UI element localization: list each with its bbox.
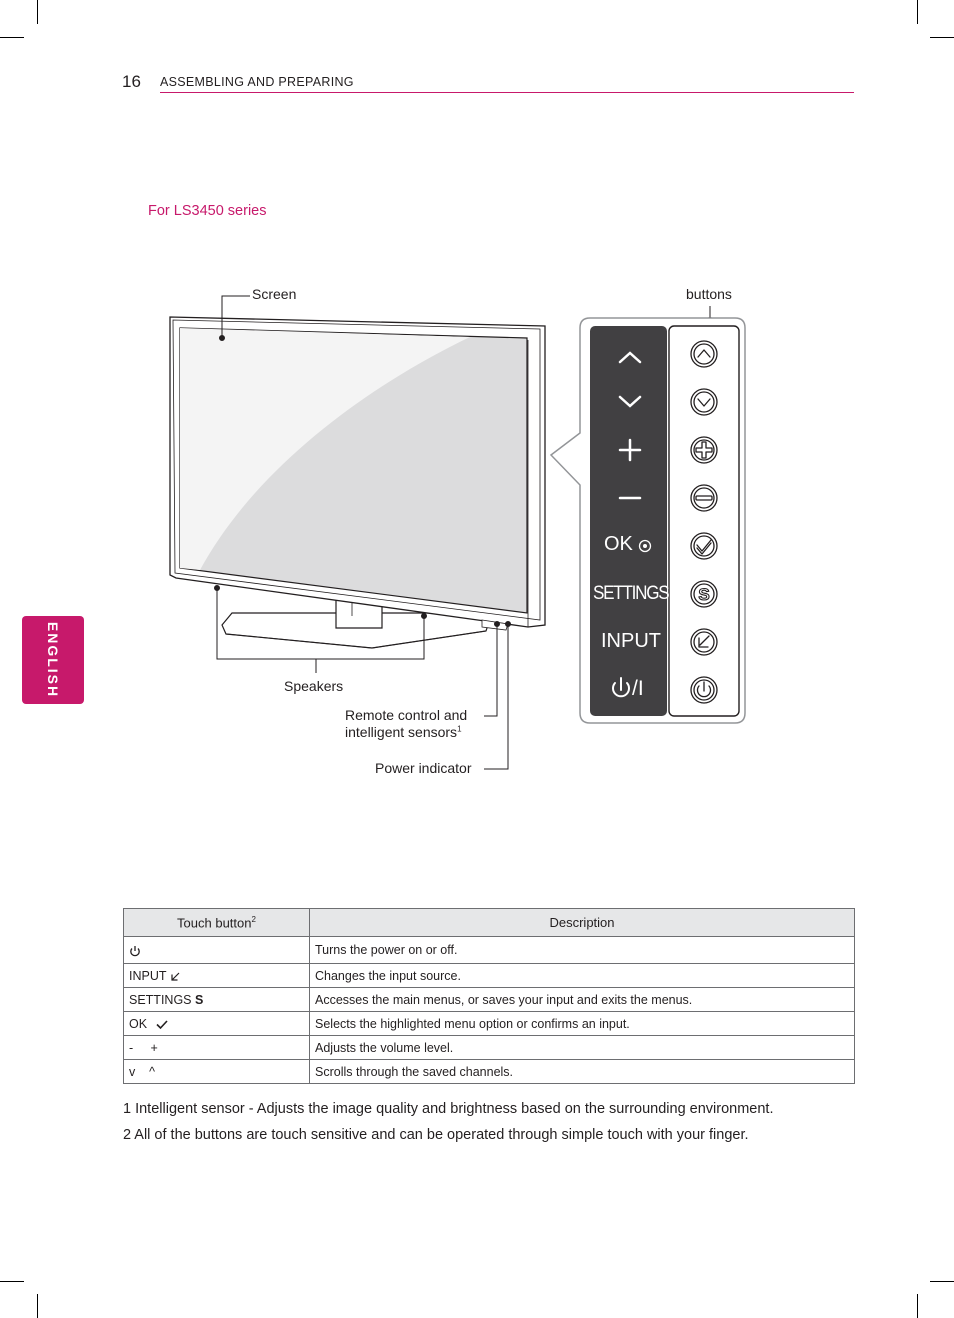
crop-mark (930, 1281, 954, 1282)
tv-body (170, 317, 545, 630)
remote-sensor-text: intelligent sensors (345, 724, 458, 740)
row-button-cell (124, 937, 310, 964)
table-header-row (124, 909, 855, 937)
remote-sensor-label-line1: Remote control and (345, 707, 468, 723)
model-subtitle: For LS3450 series (148, 203, 267, 219)
header-touch-button (124, 909, 310, 937)
footnote-1: 1 Intelligent sensor - Adjusts the image quality and brightness based on the surrounding environment. (123, 1101, 774, 1117)
row-description: Scrolls through the saved channels. (310, 1060, 855, 1084)
touch-button-panel (669, 326, 739, 716)
table-row (124, 964, 855, 988)
row-button-cell (124, 988, 310, 1012)
buttons-label: buttons (686, 286, 732, 302)
speakers-label: Speakers (284, 678, 344, 694)
header-description: Description (310, 909, 855, 937)
row-description: Turns the power on or off. (310, 937, 855, 964)
crop-mark (917, 1294, 918, 1318)
row-description: Adjusts the volume level. (310, 1036, 855, 1060)
screen-label: Screen (252, 286, 297, 302)
row-description: Accesses the main menus, or saves your input and exits the menus. (310, 988, 855, 1012)
row-button-cell (124, 1012, 310, 1036)
power-icon (129, 945, 141, 957)
row-button-cell: v ^ (124, 1060, 310, 1084)
row-button-label: OK (129, 1016, 148, 1031)
remote-sensor-label-line2 (345, 724, 462, 740)
table-row (124, 988, 855, 1012)
language-tab-label: ENGLISH (45, 621, 61, 699)
panel-power-label: /I (632, 677, 644, 700)
row-button-label: SETTINGS (129, 992, 192, 1007)
settings-s-glyph: S (698, 585, 710, 604)
table-row (124, 1060, 855, 1084)
settings-s-icon: S (195, 992, 204, 1007)
input-arrow-icon (170, 971, 181, 982)
footnote-ref-2: 2 (251, 914, 256, 924)
check-icon (155, 1019, 169, 1030)
section-title: ASSEMBLING AND PREPARING (160, 75, 354, 89)
footnote-2: 2 All of the buttons are touch sensitive and can be operated through simple touch with your finger. (123, 1127, 749, 1143)
table-row (124, 937, 855, 964)
header-touch-button-text: Touch button (177, 915, 252, 931)
panel-ok-label: OK (604, 533, 633, 555)
table-row (124, 1012, 855, 1036)
button-label-panel (590, 326, 667, 716)
row-button-cell (124, 964, 310, 988)
row-description: Changes the input source. (310, 964, 855, 988)
panel-input-label: INPUT (601, 630, 661, 652)
crop-mark (0, 1281, 24, 1282)
power-indicator-label: Power indicator (375, 760, 472, 776)
footnote-ref-1: 1 (457, 724, 462, 734)
row-button-label: INPUT (129, 968, 167, 983)
crop-mark (37, 1294, 38, 1318)
panel-settings-label: SETTINGS (593, 583, 669, 604)
page-number: 16 (122, 72, 141, 91)
row-button-cell: - + (124, 1036, 310, 1060)
row-description: Selects the highlighted menu option or confirms an input. (310, 1012, 855, 1036)
touch-button-table (123, 908, 855, 1084)
table-row (124, 1036, 855, 1060)
